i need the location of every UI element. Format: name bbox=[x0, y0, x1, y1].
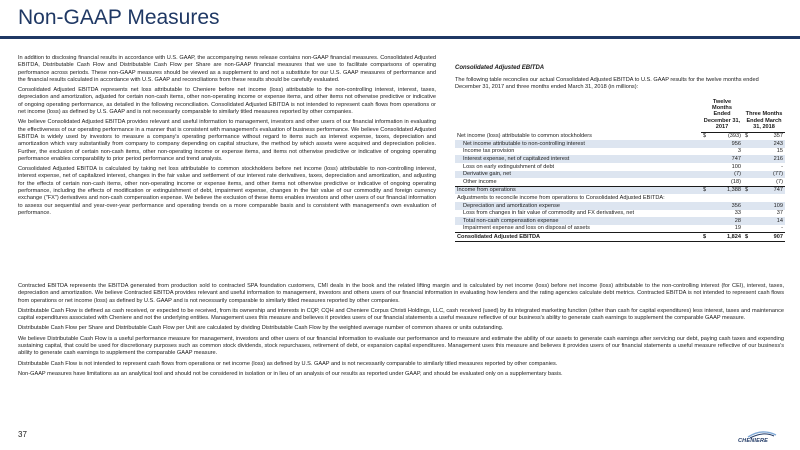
currency-symbol-2018 bbox=[743, 210, 753, 218]
table-row bbox=[455, 225, 785, 233]
non-gaap-limitations-paragraph: Non-GAAP measures have limitations as an analytical tool and should not be considered in isolation or in lieu of an analysis of our results as reported under GAAP, and should be evaluated only on a supplementary basis. bbox=[18, 370, 563, 377]
table-row bbox=[455, 178, 785, 186]
title-divider bbox=[0, 36, 800, 39]
value-2018: 243 bbox=[753, 140, 785, 148]
currency-symbol-2018 bbox=[743, 171, 753, 179]
currency-symbol-2017 bbox=[701, 140, 711, 148]
value-2018: 216 bbox=[753, 155, 785, 163]
currency-symbol-2018 bbox=[743, 202, 753, 210]
currency-symbol-2018: $ bbox=[743, 233, 753, 242]
row-label: Impairment expense and loss on disposal of assets bbox=[463, 225, 590, 232]
col-twelve-months-header: Twelve Months Ended December 31, 2017 bbox=[701, 98, 743, 133]
dcf-per-share-paragraph: Distributable Cash Flow per Share and Distributable Cash Flow per Unit are calculated by dividing Distributable Cash Flow by the weighted average number of common shares or units outstanding. bbox=[18, 325, 504, 332]
value-2017: 1,388 bbox=[711, 186, 743, 194]
value-2017: (393) bbox=[727, 133, 741, 140]
reconciliation-panel bbox=[455, 65, 785, 242]
row-label: Income tax provision bbox=[463, 148, 515, 155]
currency-symbol-2017: $ bbox=[703, 133, 707, 140]
table-row bbox=[455, 194, 785, 202]
adjusted-ebitda-definition-paragraph: Consolidated Adjusted EBITDA represents net loss attributable to Cheniere before net income (loss) attributable to the non-controlling interest, interest, taxes, depreciation and amortization, adjusted for certain non-cash items, other non-operating income or expense items, and other items not otherwise predictive or indicative of ongoing operating performance, as detailed in the following reconciliation. Consolidated Adjusted EBITDA is not intended to represent cash flows from operations or net income (loss) as defined by U.S. GAAP and is not necessarily comparable to similarly titled measures reported by other companies. bbox=[18, 87, 436, 116]
currency-symbol-2018 bbox=[743, 155, 753, 163]
row-label: Net income attributable to non-controlling interest bbox=[455, 140, 701, 148]
table-row bbox=[455, 202, 785, 210]
left-text-column bbox=[18, 55, 436, 220]
page-number: 37 bbox=[18, 430, 27, 439]
value-2018: 357 bbox=[773, 133, 783, 140]
currency-symbol-2017 bbox=[701, 210, 711, 218]
currency-symbol-2017: $ bbox=[701, 186, 711, 194]
value-2018 bbox=[753, 194, 785, 202]
dcf-limitation-paragraph: Distributable Cash Flow is not intended to represent cash flows from operations or net income (loss) as defined by U.S. GAAP and is not necessarily comparable to similarly titled measures reported by other companies. bbox=[18, 360, 558, 367]
row-label: Consolidated Adjusted EBITDA bbox=[455, 233, 701, 242]
currency-symbol-2018: $ bbox=[745, 133, 749, 140]
value-2018: - bbox=[781, 225, 783, 232]
adjusted-ebitda-usefulness-paragraph: We believe Consolidated Adjusted EBITDA provides relevant and useful information to management, investors and other users of our financial information in evaluating the effectiveness of our operating performance in a manner that is consistent with management's evaluation of business performance. We believe Consolidated Adjusted EBITDA is widely used by investors to measure a company's operating performance without regard to items such as interest expense, taxes, depreciation and amortization which vary substantially from company to company depending on capital structure, the method by which assets were acquired and depreciation policies. Further, the exclusion of certain non-cash items, other non-operating income or expense items, and items not otherwise predictive or indicative of ongoing operating performance enables comparability to prior period performance and trend analysis. bbox=[18, 119, 436, 162]
currency-symbol-2018 bbox=[743, 225, 753, 233]
row-label: Depreciation and amortization expense bbox=[455, 202, 701, 210]
row-label: Income from operations bbox=[455, 186, 701, 194]
currency-symbol-2017: $ bbox=[701, 233, 711, 242]
currency-symbol-2017 bbox=[701, 178, 711, 186]
cheniere-logo-text: CHENIERE bbox=[738, 438, 769, 444]
table-row bbox=[455, 132, 785, 140]
currency-symbol-2018 bbox=[743, 163, 753, 171]
value-2017: 19 bbox=[734, 225, 741, 232]
value-2018: 747 bbox=[753, 186, 785, 194]
row-label: Adjustments to reconcile income from operations to Consolidated Adjusted EBITDA: bbox=[457, 194, 665, 201]
table-header-row bbox=[455, 98, 785, 133]
row-label: Total non-cash compensation expense bbox=[455, 217, 701, 225]
currency-symbol-2017 bbox=[701, 171, 711, 179]
currency-symbol-2018 bbox=[743, 148, 753, 156]
table-row bbox=[455, 233, 785, 242]
currency-symbol-2017 bbox=[701, 148, 711, 156]
value-2018: - bbox=[781, 163, 783, 170]
currency-symbol-2017 bbox=[701, 202, 711, 210]
reconciliation-intro: The following table reconciles our actual Consolidated Adjusted EBITDA to U.S. GAAP results for the twelve months ended December 31, 2017 and three months ended March 31, 2018 (in millions): bbox=[455, 77, 759, 91]
contracted-ebitda-paragraph: Contracted EBITDA represents the EBITDA generated from production sold to contracted SPA foundation customers, CMI deals in the book and the related lifting margin and is calculated by net income (loss) before net income (loss) attributable to the non-controlling interest (for CEI), interest, taxes, depreciation and amortization. We believe Contracted EBITDA provides relevant and useful information to management, investors and others users of our financial information in evaluating how lenders and the rating agencies calculate debt metrics. Contracted EBITDA is not intended to represent cash flows from operations or net income (loss) as defined by U.S. GAAP and is not necessarily comparable to similarly titled measures reported by other companies. bbox=[18, 283, 784, 304]
value-2018: (7) bbox=[776, 178, 783, 185]
table-row bbox=[455, 155, 785, 163]
intro-paragraph: In addition to disclosing financial results in accordance with U.S. GAAP, the accompanying news release contains non-GAAP financial measures. Consolidated Adjusted EBITDA, Distributable Cash Flow and Distributable Cash Flow per Share are non-GAAP financial measures that we use to facilitate comparisons of operating performance across periods. These non-GAAP measures should be viewed as a supplement to and not a substitute for our U.S. GAAP measures of performance and the financial results calculated in accordance with U.S. GAAP and reconciliations from these results should be carefully evaluated. bbox=[18, 55, 436, 83]
value-2018: 37 bbox=[776, 210, 783, 217]
row-label: Loss from changes in fair value of commodity and FX derivatives, net bbox=[463, 210, 634, 217]
table-row bbox=[455, 148, 785, 156]
row-label: Interest expense, net of capitalized interest bbox=[455, 155, 701, 163]
full-width-text-column bbox=[18, 283, 784, 381]
value-2017: 3 bbox=[737, 148, 741, 155]
row-label: Other income bbox=[463, 178, 497, 185]
currency-symbol-2017 bbox=[701, 217, 711, 225]
value-2017: 747 bbox=[711, 155, 743, 163]
currency-symbol-2018: $ bbox=[743, 186, 753, 194]
value-2018: (77) bbox=[753, 171, 785, 179]
value-2017: (7) bbox=[711, 171, 743, 179]
currency-symbol-2017 bbox=[701, 194, 711, 202]
currency-symbol-2018 bbox=[743, 217, 753, 225]
value-2017: 100 bbox=[731, 163, 741, 170]
value-2017: 956 bbox=[711, 140, 743, 148]
value-2018: 15 bbox=[776, 148, 783, 155]
value-2017: 1,824 bbox=[711, 233, 743, 242]
reconciliation-table bbox=[455, 98, 785, 242]
col-three-months-header: Three Months Ended March 31, 2018 bbox=[743, 98, 785, 133]
value-2018: 14 bbox=[753, 217, 785, 225]
adjusted-ebitda-calculation-paragraph: Consolidated Adjusted EBITDA is calculated by taking net loss attributable to common stockholders before net income (loss) attributable to non-controlling interest, interest expense, net of capitalized interest, changes in the fair value and settlement of our interest rate derivatives, taxes, depreciation and amortization, and adjusting for the effects of certain non-cash items, other non-operating income or expense items, and other items not otherwise predictive or indicative of ongoing operating performance, including the effects of modification or extinguishment of debt, impairment expense, changes in the fair value of our commodity and foreign currency exchange ("FX") derivatives and non-cash compensation expense. We believe the exclusion of these items enables investors and other users of our financial information to assess our sequential and year-over-year performance and operating trends on a more comparable basis and is consistent with management's own evaluation of performance. bbox=[18, 166, 436, 216]
currency-symbol-2017 bbox=[701, 163, 711, 171]
table-row bbox=[455, 210, 785, 218]
row-label: Derivative gain, net bbox=[455, 171, 701, 179]
label-column-header bbox=[455, 98, 701, 133]
reconciliation-title: Consolidated Adjusted EBITDA bbox=[455, 65, 545, 71]
table-row bbox=[455, 163, 785, 171]
currency-symbol-2017 bbox=[701, 225, 711, 233]
currency-symbol-2018 bbox=[743, 194, 753, 202]
currency-symbol-2017 bbox=[701, 155, 711, 163]
currency-symbol-2018 bbox=[743, 140, 753, 148]
table-row bbox=[455, 217, 785, 225]
value-2018: 907 bbox=[753, 233, 785, 242]
table-row bbox=[455, 171, 785, 179]
value-2017: 33 bbox=[734, 210, 741, 217]
page-title: Non-GAAP Measures bbox=[18, 6, 220, 29]
distributable-cash-flow-definition-paragraph: Distributable Cash Flow is defined as cash received, or expected to be received, from its ownership and interests in CQP, CQH and Cheniere Corpus Christi Holdings, LLC, cash received (used) by its integrated marketing function (other than cash for capital expenditures) less interest, taxes and maintenance capital expenditures associated with Cheniere and not the underlying entities. Management uses this measure and believes it provides users of our financial statements a useful measure reflective of our business's ability to generate cash earnings to supplement the comparable GAAP measure. bbox=[18, 307, 784, 322]
table-row bbox=[455, 140, 785, 148]
value-2017: 28 bbox=[711, 217, 743, 225]
table-row bbox=[455, 186, 785, 194]
currency-symbol-2018 bbox=[743, 178, 753, 186]
dcf-usefulness-paragraph: We believe Distributable Cash Flow is a useful performance measure for management, investors and other users of our financial information to evaluate our performance and to measure and estimate the ability of our assets to generate cash earnings after servicing our debt, paying cash taxes and expending sustaining capital, that could be used for discretionary purposes such as common stock dividends, stock repurchases, retirement of debt, or expansion capital expenditures. Management uses this measure and believes it provides users of our financial statements a useful measure reflective of our business's ability to generate cash earnings to supplement the comparable GAAP measure. bbox=[18, 335, 784, 357]
value-2017 bbox=[711, 194, 743, 202]
row-label: Loss on early extinguishment of debt bbox=[463, 163, 555, 170]
value-2017: 356 bbox=[711, 202, 743, 210]
value-2017: (18) bbox=[731, 178, 741, 185]
reconciliation-table-body bbox=[455, 132, 785, 241]
row-label: Net income (loss) attributable to common stockholders bbox=[457, 133, 592, 140]
value-2018: 109 bbox=[753, 202, 785, 210]
